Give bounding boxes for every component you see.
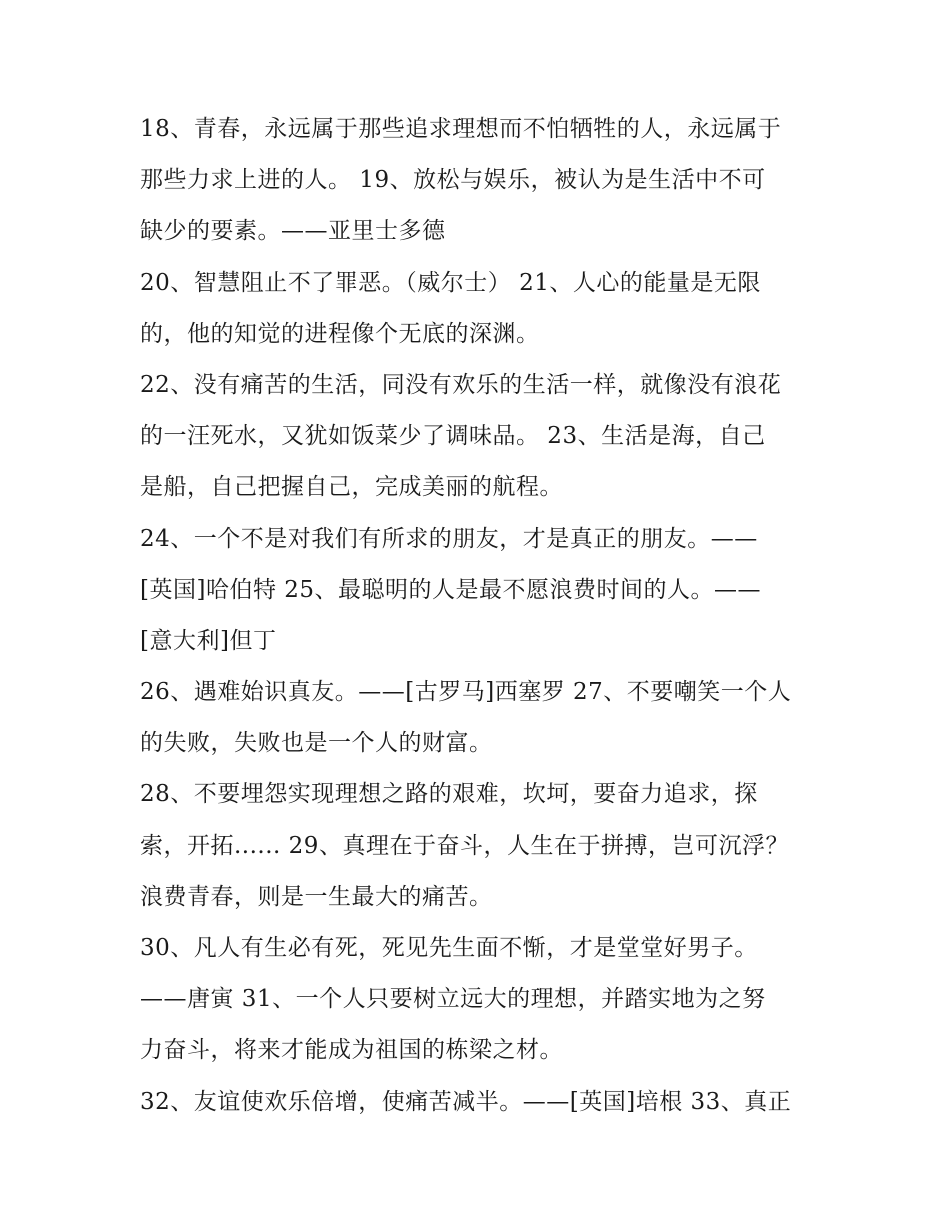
text-line: [英国]哈伯特 25、最聪明的人是最不愿浪费时间的人。—— bbox=[140, 576, 762, 603]
text-line: 26、遇难始识真友。——[古罗马]西塞罗 27、不要嘲笑一个人 bbox=[140, 679, 792, 706]
text-line: 22、没有痛苦的生活，同没有欢乐的生活一样，就像没有浪花 bbox=[140, 371, 782, 398]
text-line: ——唐寅 31、一个人只要树立远大的理想，并踏实地为之努 bbox=[140, 986, 766, 1013]
text-line: 30、凡人有生必有死，死见先生面不惭，才是堂堂好男子。 bbox=[140, 935, 758, 961]
text-line: 18、青春，永远属于那些追求理想而不怕牺牲的人，永远属于 bbox=[140, 116, 782, 142]
text-line: 32、友谊使欢乐倍增，使痛苦减半。——[英国]培根 33、真正 bbox=[140, 1088, 792, 1115]
text-line: 索，开拓...... 29、真理在于奋斗，人生在于拼搏，岂可沉浮？ bbox=[140, 832, 789, 859]
text-line: 是船，自己把握自己，完成美丽的航程。 bbox=[140, 474, 563, 501]
text-line: 缺少的要素。——亚里士多德 bbox=[140, 218, 446, 245]
text-line: 20、智慧阻止不了罪恶。（威尔士） 21、人心的能量是无限 bbox=[140, 269, 761, 296]
text-line: 28、不要埋怨实现理想之路的艰难，坎坷，要奋力追求，探 bbox=[140, 781, 758, 808]
text-line: 那些力求上进的人。 19、放松与娱乐，被认为是生活中不可 bbox=[140, 167, 766, 194]
text-line: 的一汪死水，又犹如饭菜少了调味品。 23、生活是海，自己 bbox=[140, 423, 766, 450]
text-line: 24、一个不是对我们有所求的朋友，才是真正的朋友。—— bbox=[140, 525, 758, 552]
text-line: [意大利]但丁 bbox=[140, 627, 277, 654]
text-line: 的失败，失败也是一个人的财富。 bbox=[140, 730, 493, 757]
quotes-text-block bbox=[140, 104, 820, 1128]
text-line: 浪费青春，则是一生最大的痛苦。 bbox=[140, 883, 493, 910]
text-line: 的，他的知觉的进程像个无底的深渊。 bbox=[140, 320, 540, 347]
text-line: 力奋斗，将来才能成为祖国的栋梁之材。 bbox=[140, 1037, 563, 1064]
